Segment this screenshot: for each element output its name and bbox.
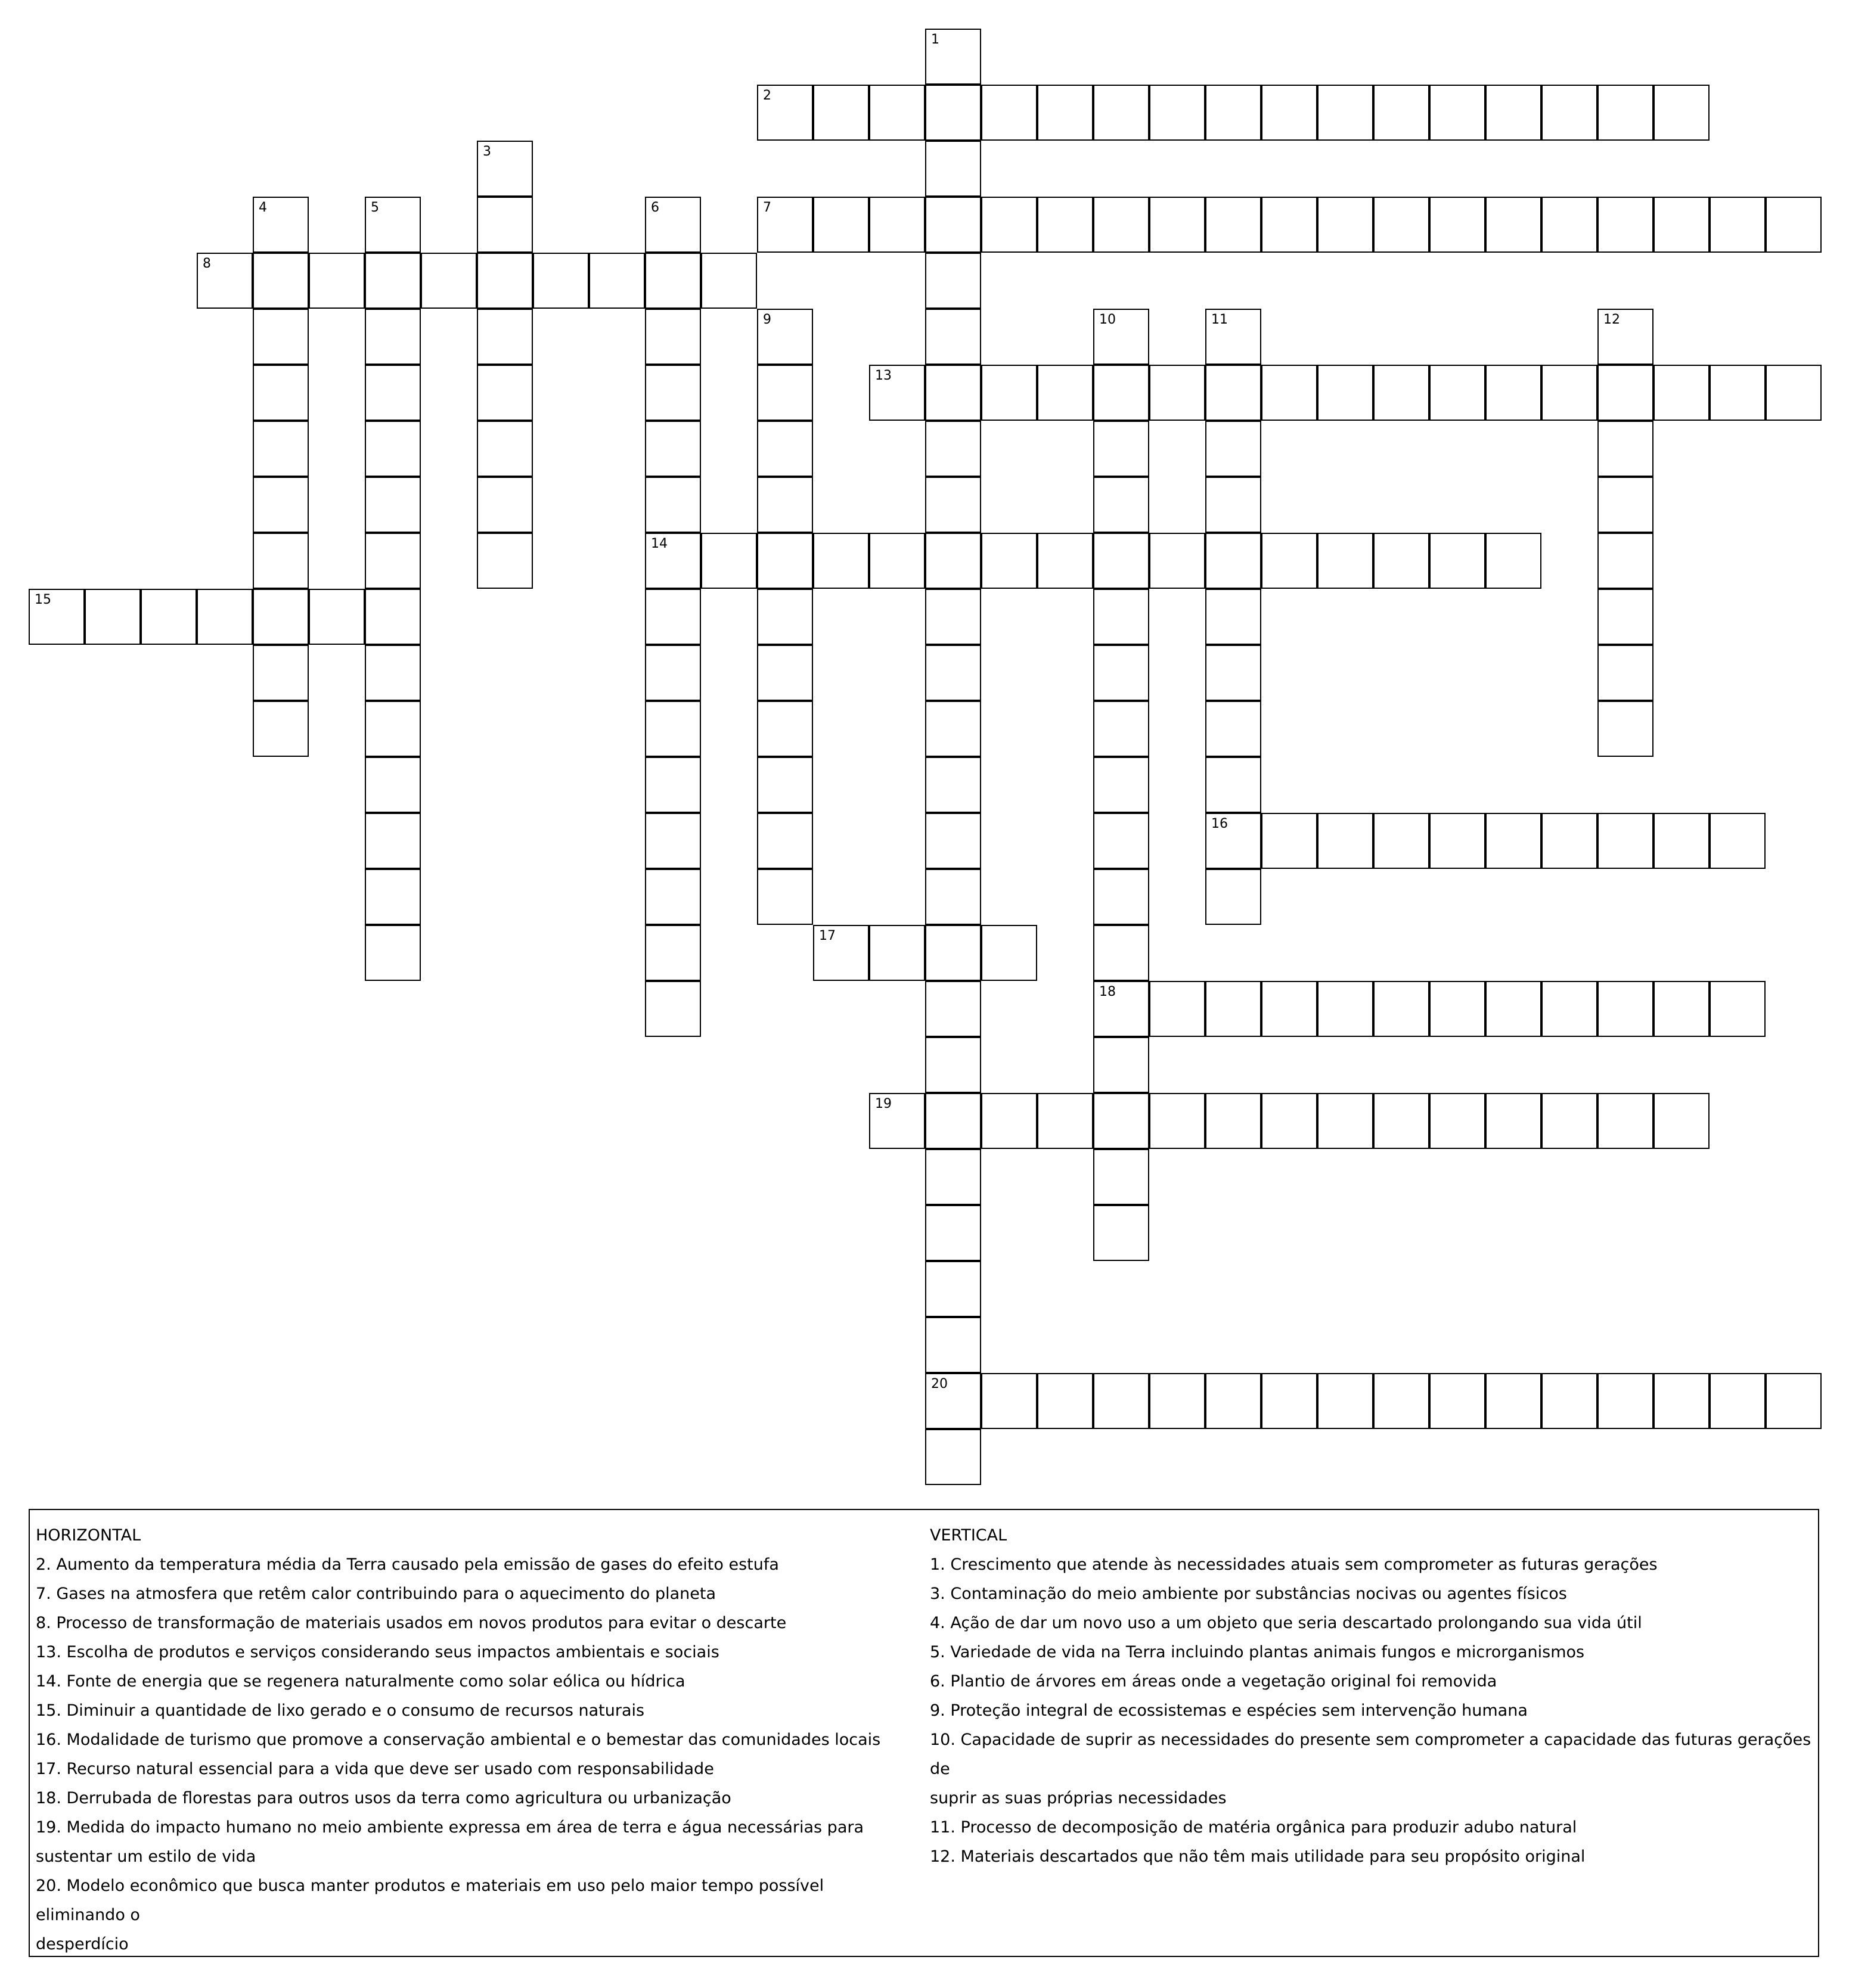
crossword-cell[interactable] [1037, 533, 1093, 589]
crossword-cell[interactable] [869, 85, 925, 141]
crossword-cell[interactable] [1541, 981, 1597, 1037]
crossword-cell[interactable] [645, 309, 701, 365]
crossword-cell[interactable] [1205, 645, 1261, 701]
crossword-cell[interactable] [757, 869, 813, 925]
crossword-cell[interactable] [925, 141, 981, 197]
crossword-cell[interactable] [1541, 85, 1597, 141]
crossword-cell[interactable] [1429, 365, 1485, 421]
crossword-cell[interactable] [757, 757, 813, 813]
crossword-cell[interactable] [1766, 365, 1822, 421]
crossword-cell[interactable] [1093, 533, 1149, 589]
crossword-cell[interactable] [701, 253, 757, 309]
crossword-cell[interactable] [1317, 813, 1373, 869]
crossword-cell[interactable] [1317, 85, 1373, 141]
crossword-cell[interactable] [477, 309, 533, 365]
crossword-cell[interactable] [309, 589, 365, 645]
clue-number: 11 [1211, 312, 1228, 327]
crossword-cell[interactable] [1317, 981, 1373, 1037]
crossword-cell[interactable] [757, 813, 813, 869]
crossword-cell[interactable] [1149, 197, 1205, 253]
crossword-cell[interactable] [925, 1149, 981, 1205]
clue-line: 19. Medida do impacto humano no meio ambiente expressa em área de terra e água necessárias para [36, 1818, 864, 1837]
crossword-cell[interactable] [645, 197, 701, 253]
crossword-cell[interactable] [757, 645, 813, 701]
crossword-cell[interactable] [645, 477, 701, 533]
crossword-cell[interactable] [1710, 197, 1766, 253]
crossword-cell[interactable] [1149, 533, 1205, 589]
crossword-cell[interactable] [1429, 197, 1485, 253]
crossword-cell[interactable] [925, 813, 981, 869]
crossword-cell[interactable] [645, 981, 701, 1037]
crossword-cell[interactable] [981, 1093, 1037, 1149]
crossword-cell[interactable] [925, 1093, 981, 1149]
clue-line: 17. Recurso natural essencial para a vida que deve ser usado com responsabilidade [36, 1760, 714, 1778]
crossword-cell[interactable] [1429, 813, 1485, 869]
crossword-cell[interactable] [1597, 701, 1653, 757]
crossword-cell[interactable] [477, 197, 533, 253]
clue-line: 16. Modalidade de turismo que promove a conservação ambiental e o bemestar das comunidades locais [36, 1731, 881, 1749]
clue-line: 13. Escolha de produtos e serviços considerando seus impactos ambientais e sociais [36, 1643, 719, 1661]
crossword-cell[interactable] [925, 701, 981, 757]
vertical-title: VERTICAL [930, 1526, 1007, 1545]
crossword-cell[interactable] [645, 813, 701, 869]
crossword-cell[interactable] [925, 869, 981, 925]
vertical-clues [930, 1521, 1815, 1871]
crossword-cell[interactable] [1261, 1093, 1317, 1149]
crossword-cell[interactable] [813, 85, 869, 141]
crossword-cell[interactable] [197, 589, 253, 645]
crossword-cell[interactable] [253, 701, 309, 757]
crossword-cell[interactable] [1373, 1373, 1429, 1429]
crossword-cell[interactable] [1710, 813, 1766, 869]
crossword-cell[interactable] [645, 589, 701, 645]
crossword-cell[interactable] [365, 197, 421, 253]
crossword-cell[interactable] [925, 1261, 981, 1317]
crossword-cell[interactable] [1093, 981, 1149, 1037]
clue-number: 9 [763, 312, 771, 327]
crossword-cell[interactable] [757, 533, 813, 589]
crossword-cell[interactable] [1205, 477, 1261, 533]
crossword-cell[interactable] [1093, 1149, 1149, 1205]
crossword-cell[interactable] [1485, 981, 1541, 1037]
crossword-cell[interactable] [365, 869, 421, 925]
crossword-cell[interactable] [1597, 365, 1653, 421]
crossword-cell[interactable] [1485, 533, 1541, 589]
clue-number: 18 [1099, 984, 1116, 999]
crossword-cell[interactable] [1037, 197, 1093, 253]
crossword-cell[interactable] [1710, 365, 1766, 421]
crossword-cell[interactable] [1261, 981, 1317, 1037]
crossword-cell[interactable] [85, 589, 141, 645]
crossword-cell[interactable] [1205, 309, 1261, 365]
crossword-cell[interactable] [645, 757, 701, 813]
crossword-cell[interactable] [477, 533, 533, 589]
crossword-cell[interactable] [925, 421, 981, 477]
crossword-cell[interactable] [1205, 1373, 1261, 1429]
crossword-cell[interactable] [1205, 869, 1261, 925]
crossword-cell[interactable] [869, 365, 925, 421]
crossword-cell[interactable] [477, 141, 533, 197]
crossword-cell[interactable] [1205, 197, 1261, 253]
crossword-cell[interactable] [1093, 1205, 1149, 1261]
crossword-cell[interactable] [925, 1037, 981, 1093]
crossword-cell[interactable] [1597, 589, 1653, 645]
clue-number: 17 [819, 928, 836, 943]
crossword-cell[interactable] [1261, 533, 1317, 589]
crossword-cell[interactable] [1261, 813, 1317, 869]
crossword-cell[interactable] [1373, 533, 1429, 589]
crossword-cell[interactable] [309, 253, 365, 309]
crossword-cell[interactable] [981, 85, 1037, 141]
crossword-cell[interactable] [1093, 85, 1149, 141]
crossword-cell[interactable] [1093, 309, 1149, 365]
crossword-cell[interactable] [1149, 981, 1205, 1037]
crossword-cell[interactable] [1541, 1373, 1597, 1429]
crossword-cell[interactable] [477, 365, 533, 421]
clue-line: 2. Aumento da temperatura média da Terra causado pela emissão de gases do efeito estufa [36, 1555, 779, 1574]
crossword-cell[interactable] [1317, 365, 1373, 421]
crossword-cell[interactable] [1037, 365, 1093, 421]
crossword-cell[interactable] [1093, 757, 1149, 813]
crossword-cell[interactable] [645, 701, 701, 757]
crossword-cell[interactable] [1205, 421, 1261, 477]
horizontal-clues [36, 1521, 918, 1959]
crossword-cell[interactable] [981, 533, 1037, 589]
crossword-cell[interactable] [925, 477, 981, 533]
crossword-cell[interactable] [253, 365, 309, 421]
crossword-cell[interactable] [645, 533, 701, 589]
clue-line: sustentar um estilo de vida [36, 1847, 256, 1866]
clue-line: 18. Derrubada de florestas para outros usos da terra como agricultura ou urbanização [36, 1789, 731, 1807]
crossword-cell[interactable] [1093, 813, 1149, 869]
crossword-cell[interactable] [869, 197, 925, 253]
crossword-cell[interactable] [1597, 533, 1653, 589]
crossword-cell[interactable] [477, 477, 533, 533]
crossword-cell[interactable] [421, 253, 477, 309]
crossword-cell[interactable] [1485, 197, 1541, 253]
crossword-cell[interactable] [1093, 365, 1149, 421]
crossword-cell[interactable] [1205, 701, 1261, 757]
crossword-cell[interactable] [925, 1317, 981, 1373]
crossword-cell[interactable] [253, 477, 309, 533]
crossword-cell[interactable] [1485, 1373, 1541, 1429]
clue-number: 7 [763, 200, 771, 215]
crossword-cell[interactable] [1429, 981, 1485, 1037]
clue-line: 20. Modelo econômico que busca manter produtos e materiais em uso pelo maior tempo possível eliminando o [36, 1877, 824, 1924]
crossword-cell[interactable] [1485, 813, 1541, 869]
crossword-cell[interactable] [981, 925, 1037, 981]
crossword-cell[interactable] [757, 365, 813, 421]
crossword-cell[interactable] [869, 1093, 925, 1149]
crossword-cell[interactable] [1093, 197, 1149, 253]
crossword-cell[interactable] [1597, 309, 1653, 365]
crossword-cell[interactable] [1093, 421, 1149, 477]
crossword-cell[interactable] [1317, 1093, 1373, 1149]
crossword-cell[interactable] [1373, 1093, 1429, 1149]
crossword-cell[interactable] [1541, 1093, 1597, 1149]
clue-line: 1. Crescimento que atende às necessidades atuais sem comprometer as futuras gerações [930, 1555, 1658, 1574]
crossword-cell[interactable] [645, 925, 701, 981]
crossword-cell[interactable] [365, 645, 421, 701]
clue-number: 13 [875, 368, 892, 383]
crossword-cell[interactable] [1597, 645, 1653, 701]
crossword-cell[interactable] [1653, 813, 1710, 869]
crossword-cell[interactable] [981, 1373, 1037, 1429]
crossword-cell[interactable] [925, 925, 981, 981]
crossword-cell[interactable] [1205, 981, 1261, 1037]
crossword-cell[interactable] [1485, 1093, 1541, 1149]
crossword-cell[interactable] [1541, 365, 1597, 421]
crossword-cell[interactable] [589, 253, 645, 309]
crossword-cell[interactable] [365, 421, 421, 477]
crossword-cell[interactable] [1093, 589, 1149, 645]
crossword-cell[interactable] [1261, 1373, 1317, 1429]
crossword-cell[interactable] [757, 197, 813, 253]
crossword-cell[interactable] [645, 253, 701, 309]
crossword-cell[interactable] [925, 197, 981, 253]
crossword-cell[interactable] [925, 309, 981, 365]
crossword-cell[interactable] [1037, 1093, 1093, 1149]
crossword-cell[interactable] [645, 421, 701, 477]
clue-number: 8 [203, 256, 211, 271]
crossword-cell[interactable] [1037, 1373, 1093, 1429]
crossword-cell[interactable] [1653, 1093, 1710, 1149]
crossword-cell[interactable] [1597, 1373, 1653, 1429]
crossword-cell[interactable] [1205, 757, 1261, 813]
clue-line: 11. Processo de decomposição de matéria orgânica para produzir adubo natural [930, 1818, 1577, 1837]
crossword-cell[interactable] [365, 925, 421, 981]
crossword-cell[interactable] [757, 477, 813, 533]
crossword-cell[interactable] [1597, 85, 1653, 141]
crossword-cell[interactable] [1093, 1037, 1149, 1093]
crossword-cell[interactable] [925, 1429, 981, 1485]
crossword-cell[interactable] [253, 533, 309, 589]
clue-line: 6. Plantio de árvores em áreas onde a vegetação original foi removida [930, 1672, 1497, 1691]
crossword-cell[interactable] [1653, 981, 1710, 1037]
crossword-cell[interactable] [1261, 365, 1317, 421]
crossword-cell[interactable] [645, 869, 701, 925]
crossword-cell[interactable] [925, 365, 981, 421]
clue-number: 4 [259, 200, 267, 215]
crossword-cell[interactable] [1261, 85, 1317, 141]
crossword-cell[interactable] [1653, 85, 1710, 141]
clues-panel [29, 1509, 1819, 1957]
crossword-cell[interactable] [1093, 477, 1149, 533]
crossword-cell[interactable] [869, 533, 925, 589]
crossword-cell[interactable] [1653, 1373, 1710, 1429]
crossword-cell[interactable] [1710, 1373, 1766, 1429]
crossword-cell[interactable] [1205, 1093, 1261, 1149]
crossword-cell[interactable] [1149, 1373, 1205, 1429]
crossword-cell[interactable] [1093, 645, 1149, 701]
crossword-cell[interactable] [1373, 197, 1429, 253]
crossword-cell[interactable] [1597, 197, 1653, 253]
clue-number: 3 [483, 144, 491, 159]
crossword-cell[interactable] [757, 85, 813, 141]
clue-number: 20 [931, 1377, 948, 1391]
crossword-cell[interactable] [1597, 477, 1653, 533]
crossword-cell[interactable] [645, 645, 701, 701]
crossword-cell[interactable] [1093, 925, 1149, 981]
clue-number: 2 [763, 88, 771, 103]
crossword-cell[interactable] [253, 589, 309, 645]
crossword-cell[interactable] [1541, 813, 1597, 869]
crossword-cell[interactable] [365, 533, 421, 589]
crossword-cell[interactable] [1373, 365, 1429, 421]
clue-line: 3. Contaminação do meio ambiente por substâncias nocivas ou agentes físicos [930, 1585, 1567, 1603]
crossword-cell[interactable] [365, 309, 421, 365]
crossword-cell[interactable] [925, 981, 981, 1037]
crossword-cell[interactable] [1149, 365, 1205, 421]
crossword-cell[interactable] [1093, 1093, 1149, 1149]
crossword-cell[interactable] [1093, 869, 1149, 925]
crossword-cell[interactable] [1429, 1093, 1485, 1149]
clue-line: 12. Materiais descartados que não têm mais utilidade para seu propósito original [930, 1847, 1586, 1866]
crossword-cell[interactable] [1653, 197, 1710, 253]
crossword-cell[interactable] [1149, 1093, 1205, 1149]
crossword-cell[interactable] [1597, 813, 1653, 869]
crossword-cell[interactable] [365, 365, 421, 421]
crossword-cell[interactable] [1373, 813, 1429, 869]
crossword-cell[interactable] [1766, 1373, 1822, 1429]
crossword-cell[interactable] [1317, 197, 1373, 253]
clue-line: 10. Capacidade de suprir as necessidades do presente sem comprometer a capacidade das futuras gerações de [930, 1731, 1811, 1778]
crossword-cell[interactable] [1317, 533, 1373, 589]
crossword-cell[interactable] [253, 421, 309, 477]
clue-line: 5. Variedade de vida na Terra incluindo plantas animais fungos e microrganismos [930, 1643, 1585, 1661]
crossword-cell[interactable] [869, 925, 925, 981]
clue-line: suprir as suas próprias necessidades [930, 1789, 1227, 1807]
crossword-cell[interactable] [981, 197, 1037, 253]
crossword-cell[interactable] [1597, 1093, 1653, 1149]
crossword-cell[interactable] [1317, 1373, 1373, 1429]
crossword-cell[interactable] [925, 85, 981, 141]
clue-number: 5 [371, 200, 379, 215]
crossword-cell[interactable] [1429, 533, 1485, 589]
crossword-cell[interactable] [981, 365, 1037, 421]
clue-line: 15. Diminuir a quantidade de lixo gerado e o consumo de recursos naturais [36, 1701, 645, 1720]
crossword-cell[interactable] [1205, 85, 1261, 141]
crossword-cell[interactable] [1373, 981, 1429, 1037]
crossword-cell[interactable] [757, 309, 813, 365]
clue-number: 12 [1603, 312, 1620, 327]
crossword-cell[interactable] [1261, 197, 1317, 253]
crossword-cell[interactable] [253, 309, 309, 365]
crossword-cell[interactable] [645, 365, 701, 421]
crossword-cell[interactable] [1766, 197, 1822, 253]
crossword-cell[interactable] [925, 645, 981, 701]
crossword-cell[interactable] [701, 533, 757, 589]
crossword-cell[interactable] [1093, 1373, 1149, 1429]
clue-line: 8. Processo de transformação de materiais usados em novos produtos para evitar o descarte [36, 1614, 787, 1632]
crossword-cell[interactable] [141, 589, 197, 645]
clue-number: 14 [651, 536, 668, 551]
crossword-cell[interactable] [925, 1205, 981, 1261]
clue-line: 14. Fonte de energia que se regenera naturalmente como solar eólica ou hídrica [36, 1672, 685, 1691]
crossword-cell[interactable] [533, 253, 589, 309]
crossword-cell[interactable] [1205, 533, 1261, 589]
crossword-cell[interactable] [1373, 85, 1429, 141]
clue-line: desperdício [36, 1935, 129, 1953]
clue-number: 1 [931, 32, 939, 47]
crossword-cell[interactable] [1093, 701, 1149, 757]
crossword-cell[interactable] [477, 421, 533, 477]
clue-number: 6 [651, 200, 659, 215]
crossword-cell[interactable] [757, 701, 813, 757]
crossword-cell[interactable] [1710, 981, 1766, 1037]
crossword-cell[interactable] [925, 533, 981, 589]
crossword-cell[interactable] [757, 589, 813, 645]
crossword-cell[interactable] [1597, 421, 1653, 477]
crossword-cell[interactable] [1205, 589, 1261, 645]
crossword-cell[interactable] [925, 29, 981, 85]
crossword-cell[interactable] [253, 197, 309, 253]
crossword-cell[interactable] [365, 589, 421, 645]
crossword-cell[interactable] [365, 477, 421, 533]
crossword-cell[interactable] [1597, 981, 1653, 1037]
crossword-cell[interactable] [813, 197, 869, 253]
crossword-cell[interactable] [365, 253, 421, 309]
crossword-cell[interactable] [813, 925, 869, 981]
clue-number: 16 [1211, 816, 1228, 831]
crossword-cell[interactable] [1429, 1373, 1485, 1429]
crossword-cell[interactable] [197, 253, 253, 309]
clue-line: 4. Ação de dar um novo uso a um objeto que seria descartado prolongando sua vida útil [930, 1614, 1642, 1632]
crossword-cell[interactable] [1205, 813, 1261, 869]
crossword-cell[interactable] [29, 589, 85, 645]
crossword-cell[interactable] [925, 589, 981, 645]
crossword-cell[interactable] [1205, 365, 1261, 421]
clue-number: 15 [35, 592, 51, 607]
crossword-cell[interactable] [1541, 197, 1597, 253]
horizontal-title: HORIZONTAL [36, 1526, 141, 1545]
crossword-cell[interactable] [1149, 85, 1205, 141]
crossword-cell[interactable] [253, 253, 309, 309]
crossword-cell[interactable] [477, 253, 533, 309]
crossword-cell[interactable] [1037, 85, 1093, 141]
crossword-cell[interactable] [1485, 365, 1541, 421]
crossword-cell[interactable] [253, 645, 309, 701]
crossword-cell[interactable] [925, 757, 981, 813]
crossword-cell[interactable] [1429, 85, 1485, 141]
crossword-cell[interactable] [365, 757, 421, 813]
crossword-cell[interactable] [925, 1373, 981, 1429]
crossword-cell[interactable] [365, 813, 421, 869]
clue-line: 9. Proteção integral de ecossistemas e espécies sem intervenção humana [930, 1701, 1528, 1720]
crossword-cell[interactable] [1485, 85, 1541, 141]
crossword-cell[interactable] [1653, 365, 1710, 421]
clue-number: 10 [1099, 312, 1116, 327]
clue-number: 19 [875, 1096, 892, 1111]
crossword-cell[interactable] [365, 701, 421, 757]
crossword-cell[interactable] [925, 253, 981, 309]
crossword-cell[interactable] [757, 421, 813, 477]
clue-line: 7. Gases na atmosfera que retêm calor contribuindo para o aquecimento do planeta [36, 1585, 716, 1603]
crossword-cell[interactable] [813, 533, 869, 589]
